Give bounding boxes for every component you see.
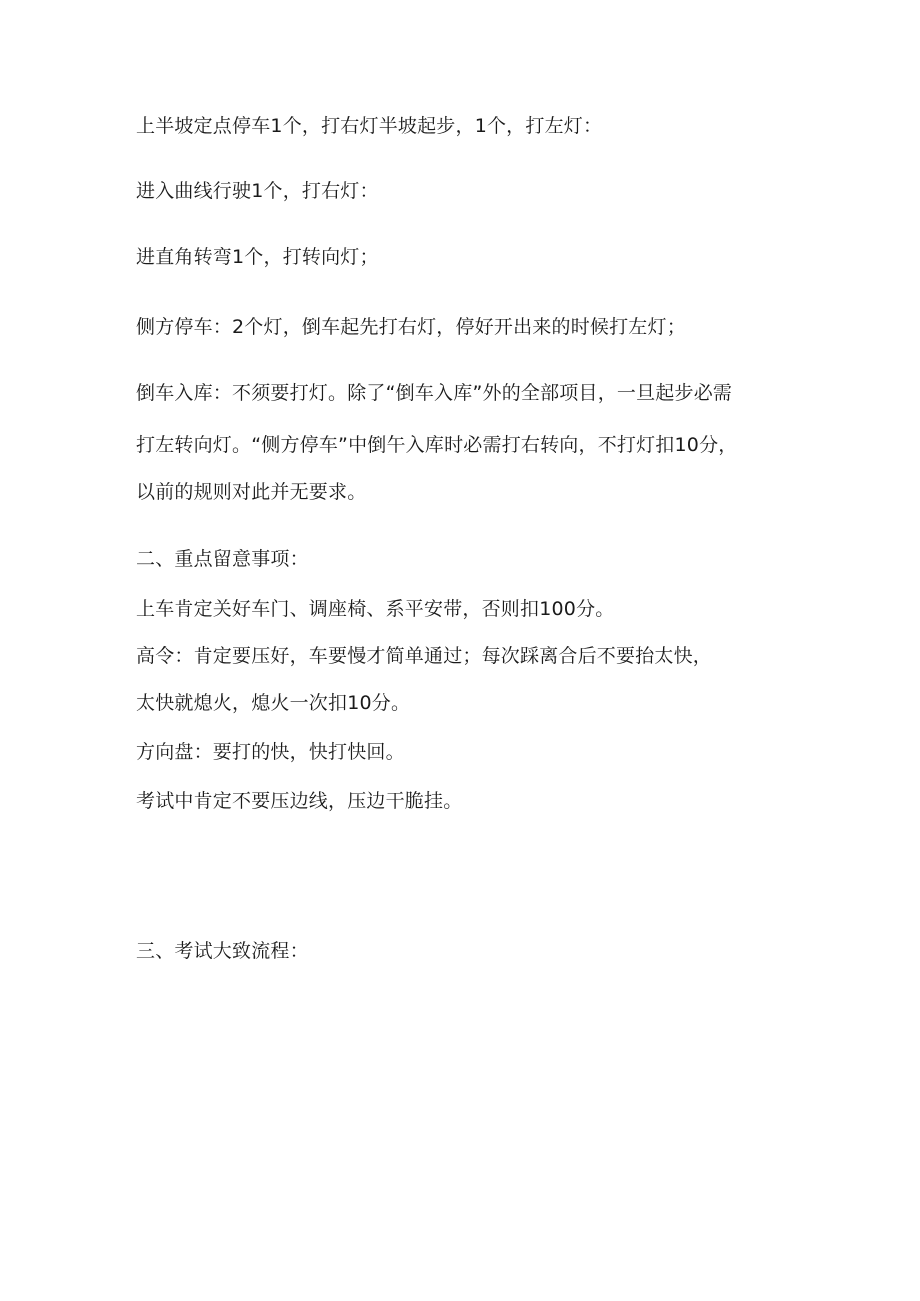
text-line-reverse-parking-3: 以前的规则对此并无要求。	[136, 481, 367, 503]
text-line-clutch-2: 太快就熄火，熄火一次扣10分。	[136, 692, 411, 714]
text-line-curve-driving: 进入曲线行驶1个，打右灯：	[136, 180, 379, 202]
text-line-hill-start: 上半坡定点停车1个，打右灯半坡起步，1个，打左灯：	[136, 115, 603, 137]
text-line-clutch-1: 高令：肯定要压好，车要慢才简单通过；每次踩离合后不要抬太快，	[136, 645, 713, 667]
text-line-side-parking: 侧方停车：2个灯，倒车起先打右灯，停好开出来的时候打左灯；	[136, 316, 686, 338]
text-line-right-angle-turn: 进直角转弯1个，打转向灯；	[136, 246, 379, 268]
text-line-reverse-parking-1: 倒车入库：不须要打灯。除了“倒车入库”外的全部项目，一旦起步必需	[136, 382, 733, 404]
text-line-reverse-parking-2: 打左转向灯。“侧方停车”中倒午入库时必需打右转向，不打灯扣10分，	[136, 434, 738, 456]
text-line-seat-belt: 上车肯定关好车门、调座椅、系平安带，否则扣100分。	[136, 598, 615, 620]
text-line-steering: 方向盘：要打的快，快打快回。	[136, 741, 405, 763]
section-heading-key-notes: 二、重点留意事项：	[136, 548, 309, 570]
text-line-edge-line: 考试中肯定不要压边线，压边干脆挂。	[136, 790, 463, 812]
section-heading-exam-process: 三、考试大致流程：	[136, 940, 309, 962]
